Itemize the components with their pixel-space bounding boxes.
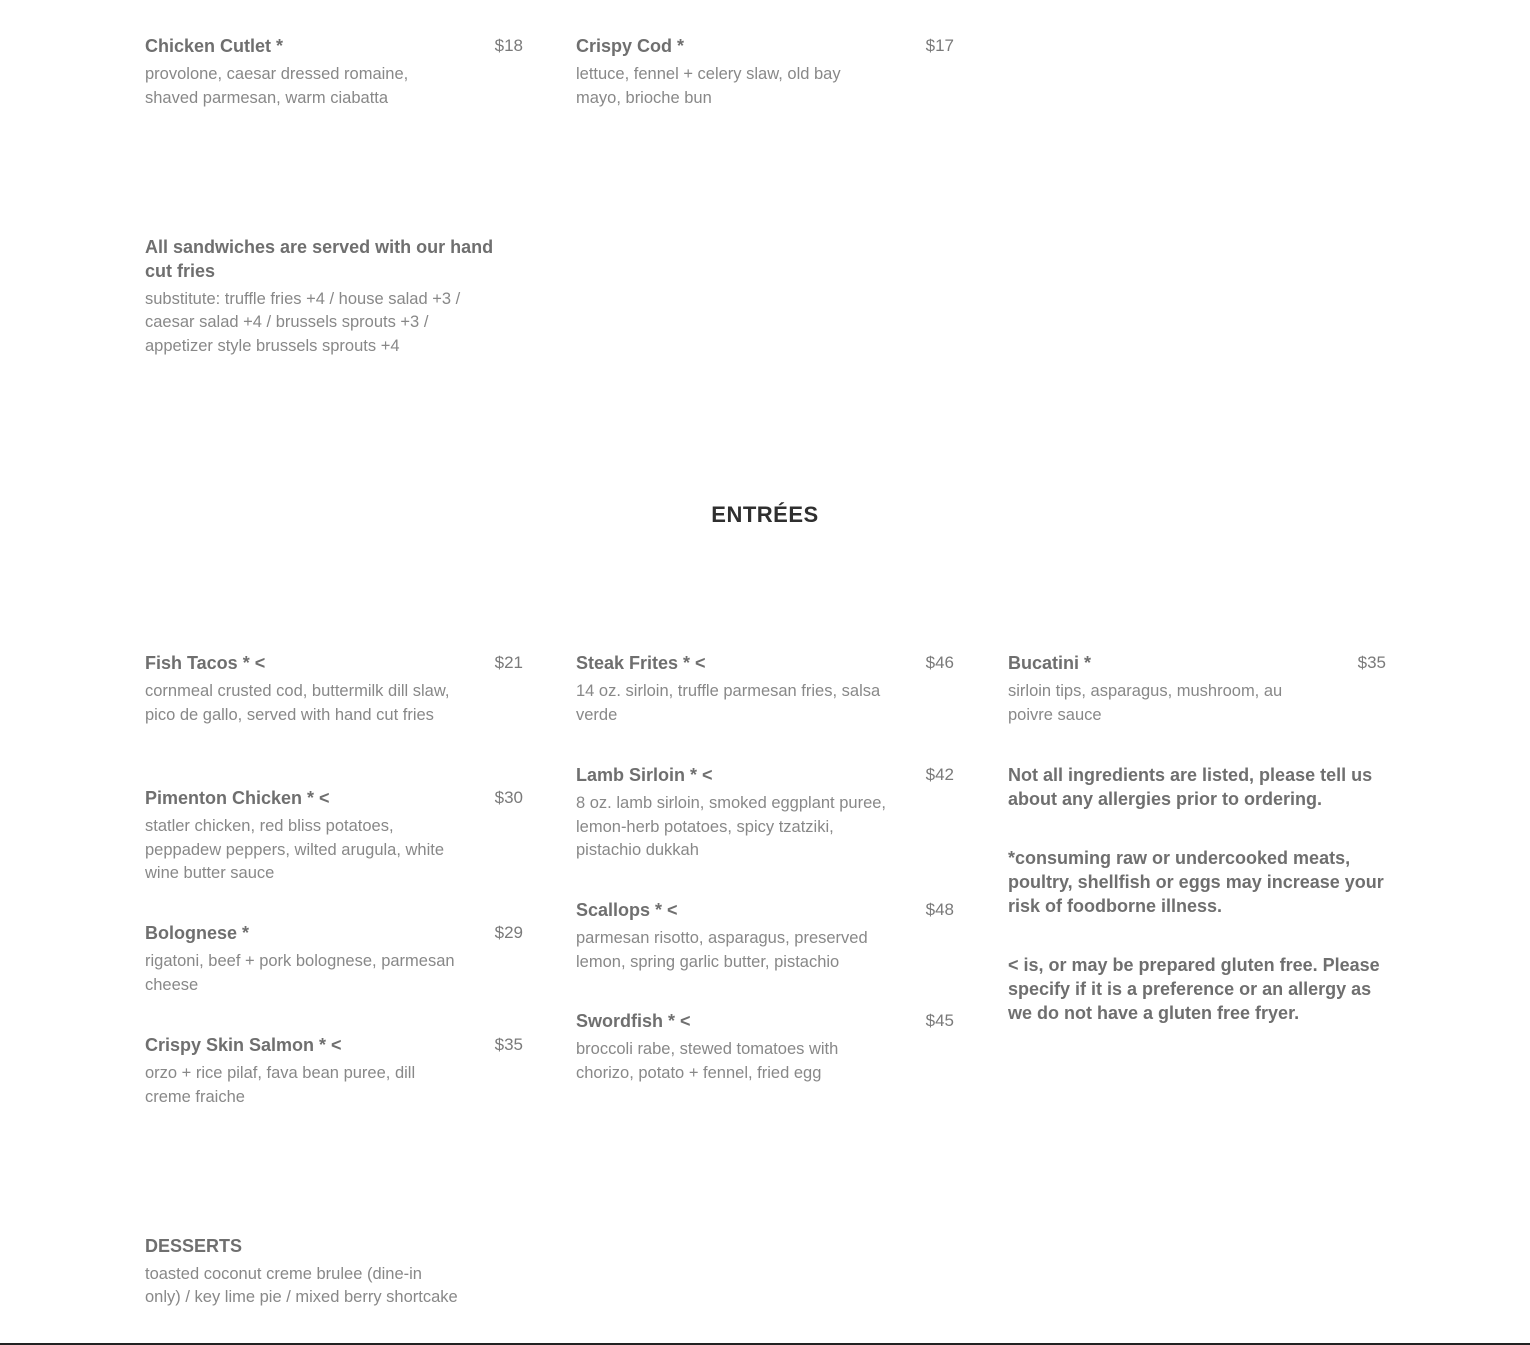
item-name: Swordfish * < <box>576 1011 691 1031</box>
item-description: statler chicken, red bliss potatoes, peppadew peppers, wilted arugula, white wine butter sauce <box>145 817 445 882</box>
item-description: broccoli rabe, stewed tomatoes with chorizo, potato + fennel, fried egg <box>576 1040 839 1082</box>
item-price: $18 <box>494 36 523 55</box>
item-name: Bucatini * <box>1008 653 1092 673</box>
menu-item-lamb-sirloin <box>576 763 954 863</box>
item-description: parmesan risotto, asparagus, preserved lemon, spring garlic butter, pistachio <box>576 929 868 971</box>
item-price: $35 <box>494 1035 523 1054</box>
item-description: lettuce, fennel + celery slaw, old bay mayo, brioche bun <box>576 65 841 107</box>
menu-item-crispy-skin-salmon <box>145 1033 523 1109</box>
item-price: $42 <box>925 765 954 784</box>
item-description: sirloin tips, asparagus, mushroom, au poivre sauce <box>1008 682 1283 724</box>
item-description: provolone, caesar dressed romaine, shaved parmesan, warm ciabatta <box>145 65 409 107</box>
item-name: Fish Tacos * < <box>145 653 266 673</box>
menu-item-swordfish <box>576 1009 954 1085</box>
allergy-notice <box>1008 763 1386 811</box>
item-name: Steak Frites * < <box>576 653 706 673</box>
item-price: $48 <box>925 900 954 919</box>
item-price: $30 <box>494 788 523 807</box>
menu-item-pimenton-chicken <box>145 786 523 886</box>
desserts-section <box>145 1234 523 1310</box>
note-description: substitute: truffle fries +4 / house salad +3 / caesar salad +4 / brussels sprouts +3 / appetizer style brussels sprouts +4 <box>145 290 461 355</box>
menu-item-bolognese <box>145 921 523 997</box>
note-title: All sandwiches are served with our hand cut fries <box>145 237 494 281</box>
item-name: Lamb Sirloin * < <box>576 765 713 785</box>
item-name: Scallops * < <box>576 900 678 920</box>
item-name: Bolognese * <box>145 923 250 943</box>
item-description: 8 oz. lamb sirloin, smoked eggplant puree, lemon-herb potatoes, spicy tzatziki, pistachio dukkah <box>576 794 887 859</box>
item-name: Pimenton Chicken * < <box>145 788 330 808</box>
item-price: $21 <box>494 653 523 672</box>
item-price: $46 <box>925 653 954 672</box>
desserts-title: DESSERTS <box>145 1236 243 1256</box>
gluten-free-notice-text: < is, or may be prepared gluten free. Please specify if it is a preference or an allergy as we do not have a gluten free fryer. <box>1008 955 1380 1023</box>
item-price: $29 <box>494 923 523 942</box>
item-price: $45 <box>925 1011 954 1030</box>
section-title-entrees: ENTRÉES <box>711 502 819 527</box>
sandwich-sides-note <box>145 235 523 358</box>
item-price: $35 <box>1357 653 1386 672</box>
desserts-description: toasted coconut creme brulee (dine-in only) / key lime pie / mixed berry shortcake <box>145 1265 458 1307</box>
gluten-free-notice <box>1008 953 1386 1025</box>
item-name: Chicken Cutlet * <box>145 36 284 56</box>
item-description: orzo + rice pilaf, fava bean puree, dill creme fraiche <box>145 1064 416 1106</box>
menu-item-bucatini <box>1008 651 1386 727</box>
menu-item-fish-tacos <box>145 651 523 727</box>
menu-item-scallops <box>576 898 954 974</box>
item-description: rigatoni, beef + pork bolognese, parmesan cheese <box>145 952 455 994</box>
raw-food-warning <box>1008 846 1386 918</box>
allergy-notice-text: Not all ingredients are listed, please tell us about any allergies prior to ordering. <box>1008 765 1373 809</box>
menu-item-chicken-cutlet <box>145 34 523 110</box>
raw-food-warning-text: *consuming raw or undercooked meats, poultry, shellfish or eggs may increase your risk of foodborne illness. <box>1008 848 1384 916</box>
menu-item-crispy-cod <box>576 34 954 110</box>
item-price: $17 <box>925 36 954 55</box>
item-name: Crispy Skin Salmon * < <box>145 1035 342 1055</box>
item-description: cornmeal crusted cod, buttermilk dill slaw, pico de gallo, served with hand cut fries <box>145 682 450 724</box>
menu-item-steak-frites <box>576 651 954 727</box>
item-description: 14 oz. sirloin, truffle parmesan fries, salsa verde <box>576 682 881 724</box>
item-name: Crispy Cod * <box>576 36 685 56</box>
